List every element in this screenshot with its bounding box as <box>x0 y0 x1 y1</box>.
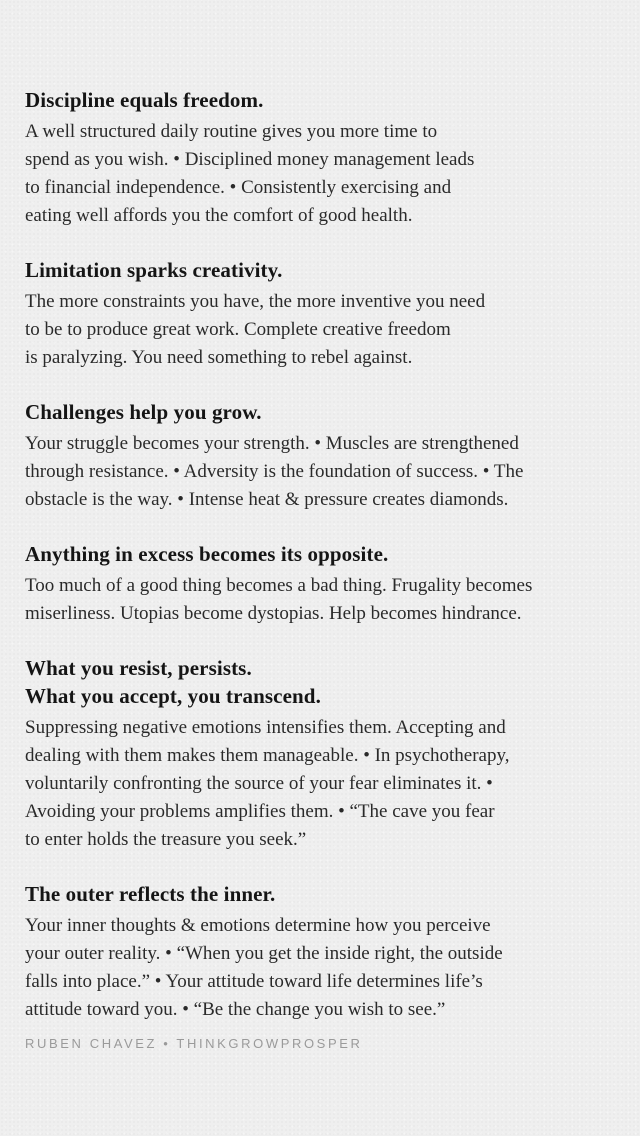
section-outer-inner <box>25 880 615 1024</box>
section-heading: Discipline equals freedom. <box>25 88 264 112</box>
article <box>25 86 615 1051</box>
section-heading: Limitation sparks creativity. <box>25 258 283 282</box>
section-body: Suppressing negative emotions intensifies them. Accepting and dealing with them makes them manageable. • In psychotherapy, voluntarily confronting the source of your fear eliminates it. • Avoiding your problems amplifies them. • “The cave you fear to enter holds the treasure you seek.” <box>25 717 510 850</box>
section-body: A well structured daily routine gives you more time to spend as you wish. • Disciplined money management leads to financial independence. • Consistently exercising and eating well affords you the comfort of good health. <box>25 121 475 226</box>
section-body: The more constraints you have, the more inventive you need to be to produce great work. Complete creative freedom is paralyzing. You need something to rebel against. <box>25 291 486 368</box>
section-excess <box>25 540 615 628</box>
section-heading: What you resist, persists. What you accept, you transcend. <box>25 656 321 708</box>
author-credit: RUBEN CHAVEZ • THINKGROWPROSPER <box>25 1036 363 1051</box>
section-heading: Challenges help you grow. <box>25 400 262 424</box>
section-limitation <box>25 256 615 372</box>
section-challenges <box>25 398 615 514</box>
section-heading: The outer reflects the inner. <box>25 882 276 906</box>
section-discipline <box>25 86 615 230</box>
section-body: Your struggle becomes your strength. • Muscles are strengthened through resistance. • Adversity is the foundation of success. • The obstacle is the way. • Intense heat & pressure creates diamonds. <box>25 433 524 510</box>
section-heading: Anything in excess becomes its opposite. <box>25 542 389 566</box>
section-body: Your inner thoughts & emotions determine how you perceive your outer reality. • “When you get the inside right, the outside falls into place.” • Your attitude toward life determines life’s attitude toward you. • “Be the change you wish to see.” <box>25 915 503 1020</box>
section-resist <box>25 654 615 854</box>
section-body: Too much of a good thing becomes a bad thing. Frugality becomes miserliness. Utopias become dystopias. Help becomes hindrance. <box>25 575 533 624</box>
